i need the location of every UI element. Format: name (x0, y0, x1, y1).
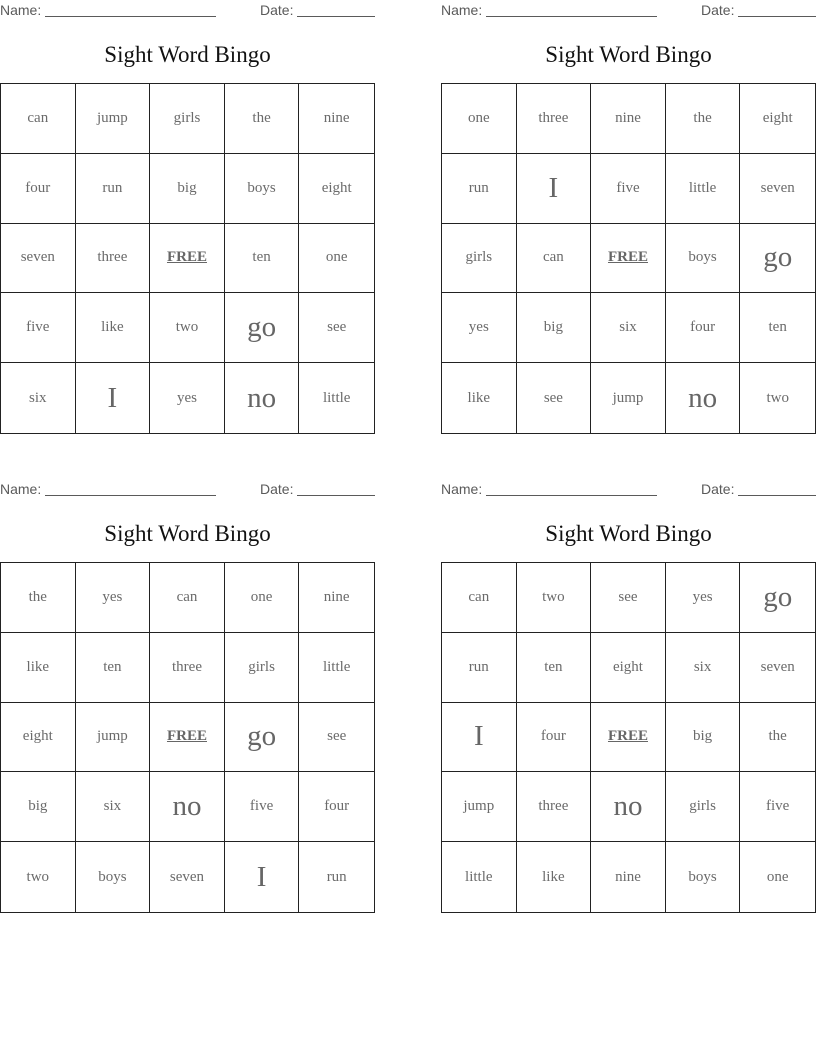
bingo-cell[interactable]: three (150, 633, 225, 703)
bingo-cell[interactable]: eight (740, 84, 815, 154)
bingo-cell[interactable]: I (76, 363, 151, 433)
bingo-cell[interactable]: seven (1, 224, 76, 294)
bingo-cell[interactable]: nine (299, 563, 374, 633)
bingo-cell[interactable]: eight (1, 703, 76, 773)
bingo-cell[interactable]: I (517, 154, 592, 224)
bingo-cell[interactable]: little (299, 633, 374, 703)
bingo-cell[interactable]: three (76, 224, 151, 294)
bingo-cell[interactable]: six (76, 772, 151, 842)
bingo-cell[interactable]: ten (517, 633, 592, 703)
bingo-cell[interactable]: seven (740, 154, 815, 224)
bingo-cell[interactable]: boys (76, 842, 151, 912)
bingo-cell[interactable]: see (299, 703, 374, 773)
bingo-cell[interactable]: two (766, 389, 789, 406)
bingo-cell[interactable]: one (766, 868, 789, 885)
date-field[interactable] (297, 495, 375, 496)
bingo-cell[interactable]: ten (76, 633, 151, 703)
bingo-cell[interactable]: two (150, 293, 225, 363)
bingo-cell[interactable]: run (442, 154, 517, 224)
bingo-cell[interactable]: little (442, 842, 517, 912)
name-label: Name: (0, 481, 42, 497)
bingo-cell[interactable]: big (150, 154, 225, 224)
bingo-cell[interactable]: ten (225, 224, 300, 294)
bingo-cell[interactable]: seven (740, 633, 815, 703)
bingo-cell[interactable]: the (740, 703, 815, 773)
bingo-cell[interactable]: can (1, 84, 76, 154)
bingo-cell[interactable]: jump (76, 703, 151, 773)
name-label: Name: (0, 2, 42, 18)
bingo-cell[interactable]: I (442, 703, 517, 773)
bingo-cell[interactable]: like (76, 293, 151, 363)
date-field[interactable] (297, 16, 375, 17)
bingo-cell[interactable]: eight (591, 633, 666, 703)
bingo-cell[interactable]: can (442, 563, 517, 633)
bingo-cell[interactable]: four (517, 703, 592, 773)
header-fields (441, 481, 816, 499)
name-field[interactable] (486, 495, 657, 496)
bingo-cell[interactable]: nine (591, 84, 666, 154)
bingo-cell[interactable]: see (591, 563, 666, 633)
bingo-card-1 (0, 0, 376, 440)
bingo-cell[interactable]: nine (299, 84, 374, 154)
name-field[interactable] (45, 16, 216, 17)
bingo-cell[interactable]: five (225, 772, 300, 842)
bingo-cell[interactable]: little (666, 154, 741, 224)
header-fields (441, 2, 816, 20)
bingo-cell[interactable]: boys (666, 224, 741, 294)
bingo-cell[interactable]: ten (740, 293, 815, 363)
bingo-cell[interactable]: four (666, 293, 741, 363)
bingo-cell[interactable]: yes (150, 363, 225, 433)
bingo-grid (441, 562, 816, 913)
bingo-cell[interactable]: five (1, 293, 76, 363)
bingo-cell[interactable]: yes (666, 563, 741, 633)
bingo-cell[interactable]: no (666, 363, 741, 433)
bingo-cell[interactable]: can (150, 563, 225, 633)
name-label: Name: (441, 2, 483, 18)
bingo-cell[interactable]: six (666, 633, 741, 703)
bingo-cell[interactable]: eight (299, 154, 374, 224)
card-title: Sight Word Bingo (104, 521, 271, 546)
free-space-cell[interactable]: FREE (150, 224, 225, 294)
card-title: Sight Word Bingo (545, 521, 712, 546)
free-space-cell[interactable]: FREE (150, 703, 225, 773)
bingo-cell[interactable]: run (442, 633, 517, 703)
bingo-cell[interactable]: the (225, 84, 300, 154)
free-space-cell[interactable]: FREE (591, 703, 666, 773)
name-label: Name: (441, 481, 483, 497)
bingo-cell[interactable]: five (591, 154, 666, 224)
bingo-cell[interactable]: nine (591, 842, 666, 912)
date-label: Date: (260, 2, 294, 18)
bingo-cell[interactable]: little (322, 389, 351, 406)
bingo-cell[interactable]: see (517, 363, 592, 433)
bingo-cell[interactable]: girls (442, 224, 517, 294)
bingo-card-3 (0, 479, 376, 919)
bingo-cell[interactable]: like (442, 363, 517, 433)
header-fields (0, 481, 376, 499)
bingo-cell[interactable]: six (1, 363, 76, 433)
bingo-cell[interactable]: run (326, 868, 347, 885)
date-field[interactable] (738, 495, 816, 496)
bingo-cell[interactable]: girls (225, 633, 300, 703)
bingo-cell[interactable]: six (591, 293, 666, 363)
bingo-cell[interactable]: two (1, 842, 76, 912)
bingo-cell[interactable]: like (1, 633, 76, 703)
bingo-cell[interactable]: girls (150, 84, 225, 154)
bingo-cell[interactable]: big (1, 772, 76, 842)
bingo-cell[interactable]: the (1, 563, 76, 633)
bingo-cell[interactable]: seven (150, 842, 225, 912)
bingo-grid (0, 83, 375, 434)
bingo-cell[interactable]: go (740, 563, 815, 633)
name-field[interactable] (45, 495, 216, 496)
bingo-cell[interactable]: four (1, 154, 76, 224)
bingo-cell[interactable]: girls (666, 772, 741, 842)
free-space-cell[interactable]: FREE (591, 224, 666, 294)
name-field[interactable] (486, 16, 657, 17)
bingo-cell[interactable]: jump (442, 772, 517, 842)
bingo-cell[interactable]: three (517, 84, 592, 154)
date-label: Date: (701, 481, 735, 497)
bingo-grid (0, 562, 375, 913)
header-fields (0, 2, 376, 20)
bingo-cell[interactable]: go (740, 224, 815, 294)
bingo-cell[interactable]: the (666, 84, 741, 154)
bingo-cell[interactable]: five (740, 772, 815, 842)
card-title: Sight Word Bingo (104, 42, 271, 67)
bingo-cell[interactable]: see (299, 293, 374, 363)
bingo-cell[interactable]: jump (591, 363, 666, 433)
bingo-cell[interactable]: jump (76, 84, 151, 154)
bingo-cell[interactable]: run (76, 154, 151, 224)
date-label: Date: (260, 481, 294, 497)
bingo-cell[interactable]: one (225, 563, 300, 633)
bingo-cell[interactable]: yes (76, 563, 151, 633)
bingo-cell[interactable]: boys (225, 154, 300, 224)
bingo-cell[interactable]: go (225, 293, 300, 363)
date-label: Date: (701, 2, 735, 18)
bingo-cell[interactable]: three (517, 772, 592, 842)
bingo-cell[interactable]: go (225, 703, 300, 773)
bingo-cell[interactable]: yes (442, 293, 517, 363)
bingo-cell[interactable]: no (591, 772, 666, 842)
bingo-cell[interactable]: big (666, 703, 741, 773)
bingo-cell[interactable]: I (225, 842, 300, 912)
bingo-cell[interactable]: one (299, 224, 374, 294)
bingo-cell[interactable]: big (517, 293, 592, 363)
bingo-card-4 (441, 479, 816, 919)
bingo-cell[interactable]: can (517, 224, 592, 294)
date-field[interactable] (738, 16, 816, 17)
bingo-cell[interactable]: boys (666, 842, 741, 912)
bingo-card-2 (441, 0, 816, 440)
bingo-cell[interactable]: like (517, 842, 592, 912)
bingo-cell[interactable]: four (299, 772, 374, 842)
bingo-cell[interactable]: one (442, 84, 517, 154)
bingo-cell[interactable]: no (150, 772, 225, 842)
bingo-cell[interactable]: no (225, 363, 300, 433)
bingo-grid (441, 83, 816, 434)
card-title: Sight Word Bingo (545, 42, 712, 67)
bingo-cell[interactable]: two (517, 563, 592, 633)
